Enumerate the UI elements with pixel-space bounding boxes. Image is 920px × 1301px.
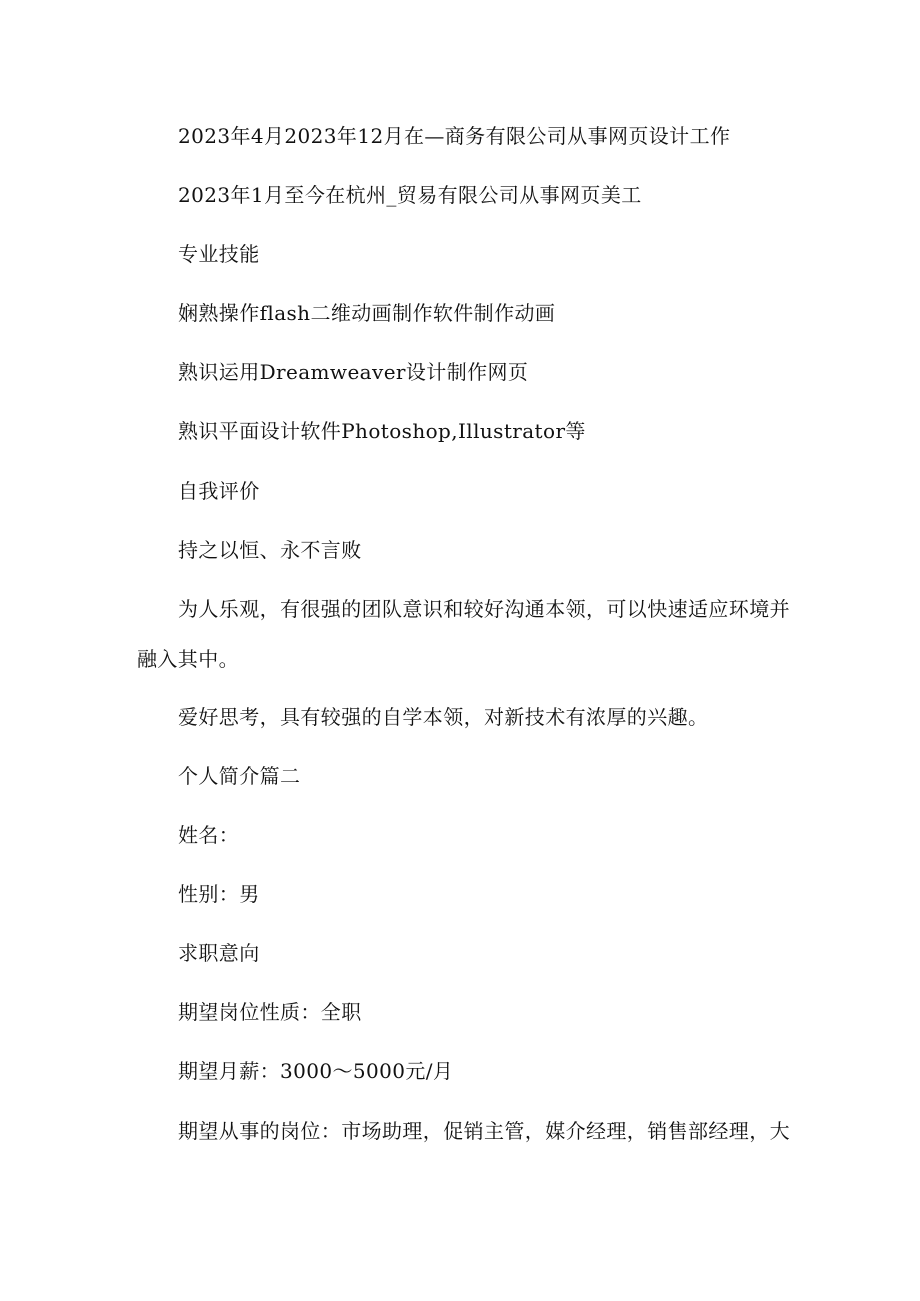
- skill-line-1: 娴熟操作flash二维动画制作软件制作动画: [178, 301, 556, 325]
- section-heading-job-intention: 求职意向: [178, 941, 260, 965]
- self-evaluation-line-2: 为人乐观，有很强的团队意识和较好沟通本领，可以快速适应环境并: [178, 597, 790, 621]
- self-evaluation-line-3: 爱好思考，具有较强的自学本领，对新技术有浓厚的兴趣。: [178, 705, 709, 729]
- work-experience-line-1: 2023年4月2023年12月在—商务有限公司从事网页设计工作: [178, 124, 731, 148]
- skill-line-2: 熟识运用Dreamweaver设计制作网页: [178, 360, 529, 384]
- skill-line-3: 熟识平面设计软件Photoshop,Illustrator等: [178, 419, 586, 443]
- self-evaluation-line-1: 持之以恒、永不言败: [178, 538, 362, 562]
- gender-field: 性别：男: [178, 882, 260, 906]
- salary-field: 期望月薪：3000～5000元/月: [178, 1059, 454, 1083]
- section-heading-profile-2: 个人简介篇二: [178, 764, 301, 788]
- job-type-field: 期望岗位性质：全职: [178, 1000, 362, 1024]
- name-field: 姓名：: [178, 823, 240, 847]
- section-heading-self-evaluation: 自我评价: [178, 479, 260, 503]
- desired-positions-field: 期望从事的岗位：市场助理，促销主管，媒介经理，销售部经理，大: [178, 1119, 790, 1143]
- self-evaluation-line-2-continued: 融入其中。: [137, 647, 239, 671]
- section-heading-skills: 专业技能: [178, 242, 260, 266]
- work-experience-line-2: 2023年1月至今在杭州_贸易有限公司从事网页美工: [178, 183, 642, 207]
